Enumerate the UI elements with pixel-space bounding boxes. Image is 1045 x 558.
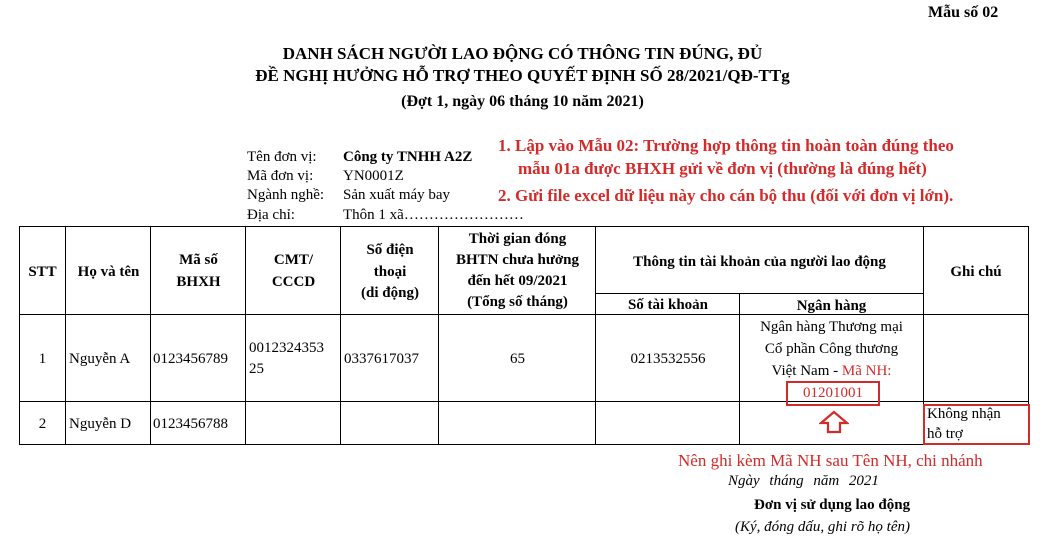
document-subtitle: (Đợt 1, ngày 06 tháng 10 năm 2021) [401,93,644,110]
header-bhxh-line1: Mã số [179,252,218,268]
header-phone-line1: Số điện [366,242,414,258]
table-col-line [65,226,66,445]
signature-instruction: (Ký, đóng dấu, ghi rõ họ tên) [735,519,910,535]
table-border-bottom [19,444,1029,445]
row1-bank-code-label: Mã NH: [841,363,892,379]
address-row [247,207,524,223]
unit-name-value: Công ty TNHH A2Z [343,149,473,165]
arrow-up-icon [819,410,849,434]
header-name: Họ và tên [77,264,140,280]
header-bank: Ngân hàng [796,298,867,314]
signature-date-line: Ngày tháng năm 2021 [728,473,879,489]
row1-id-line2: 25 [249,361,264,377]
annotation-bank-code-tip: Nên ghi kèm Mã NH sau Tên NH, chi nhánh [678,451,983,470]
row2-stt: 2 [38,416,47,432]
header-id-line1: CMT/ [273,252,314,268]
header-note: Ghi chú [950,264,1002,280]
unit-name-label: Tên đơn vị: [247,149,317,165]
header-stt: STT [28,264,57,280]
row1-id-line1: 0012324353 [249,340,324,356]
row1-bank-line1: Ngân hàng Thương mại [760,319,903,335]
row2-note-line1: Không nhận [927,406,1001,422]
header-time-line3: đến hết 09/2021 [467,273,568,289]
row2-name: Nguyễn D [69,416,132,432]
row1-name: Nguyễn A [69,351,131,367]
annotation-note1-line2: mẫu 01a được BHXH gửi về đơn vị (thường là đúng hết) [518,159,927,178]
row1-bank-code: 01201001 [786,381,880,406]
row1-months: 65 [510,351,525,367]
header-time-line4: (Tổng số tháng) [467,294,568,310]
header-account-group: Thông tin tài khoản của người lao động [633,254,886,270]
header-time-line2: BHTN chưa hưởng [455,252,579,268]
address-value: Thôn 1 xã…………………… [343,207,524,223]
row2-note-line2: hỗ trợ [927,426,963,442]
annotation-note2: 2. Gửi file excel dữ liệu này cho cán bộ thu (đối với đơn vị lớn). [498,186,954,205]
document-title-line1: DANH SÁCH NGƯỜI LAO ĐỘNG CÓ THÔNG TIN ĐÚNG, ĐỦ [282,44,763,63]
row2-bhxh: 0123456788 [153,416,228,432]
address-label: Địa chỉ: [247,207,295,223]
form-code: Mẫu số 02 [928,4,999,21]
row1-phone: 0337617037 [344,351,419,367]
annotation-note1-line1: 1. Lập vào Mẫu 02: Trường hợp thông tin hoàn toàn đúng theo [498,136,954,155]
industry-row [247,187,450,203]
header-bhxh-line2: BHXH [176,274,221,290]
signature-unit: Đơn vị sử dụng lao động [754,497,911,513]
header-phone-line2: thoại [373,264,407,280]
table-border-left [19,226,20,445]
header-id-line2: CCCD [271,274,316,290]
table-border-top [19,226,1029,227]
unit-name-row [247,149,472,165]
unit-code-value: YN0001Z [343,168,404,184]
header-time-line1: Thời gian đóng [468,231,567,247]
row1-account-no: 0213532556 [630,351,706,367]
industry-label: Ngành nghề: [247,187,325,203]
table-subheader-line [596,293,923,294]
row1-bank-name-end: Việt Nam - [771,363,842,379]
row1-stt: 1 [38,351,47,367]
unit-code-row [247,168,404,184]
row1-bank-line3 [740,361,923,381]
row1-bhxh: 0123456789 [153,351,228,367]
header-account-no: Số tài khoản [627,297,709,313]
row1-bank-line2: Cổ phần Công thương [764,341,899,357]
document-title-line2: ĐỀ NGHỊ HƯỞNG HỖ TRỢ THEO QUYẾT ĐỊNH SỐ 28/2021/QĐ-TTg [255,66,790,85]
header-phone-line3: (di động) [361,285,419,301]
unit-code-label: Mã đơn vị: [247,168,314,184]
industry-value: Sản xuất máy bay [343,187,451,203]
